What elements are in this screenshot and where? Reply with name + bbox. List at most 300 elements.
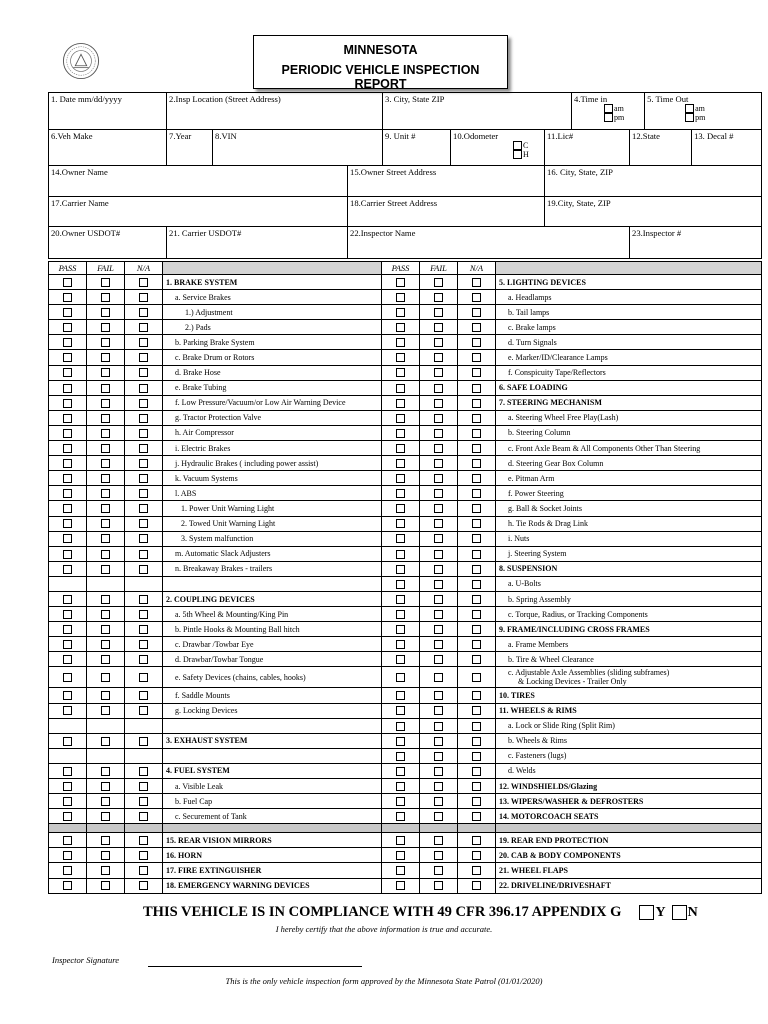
na-checkbox[interactable] (472, 278, 481, 287)
fail-checkbox[interactable] (434, 655, 443, 664)
compliance-yes-checkbox[interactable] (639, 905, 654, 920)
na-checkbox[interactable] (139, 474, 148, 483)
fail-checkbox[interactable] (101, 278, 110, 287)
fail-checkbox[interactable] (101, 550, 110, 559)
checklist-row (49, 305, 762, 320)
checklist-item-label: 2.) Pads (163, 320, 382, 335)
checklist-item-label: 1. Power Unit Warning Light (163, 501, 382, 516)
pass-checkbox[interactable] (396, 534, 405, 543)
compliance-no-checkbox[interactable] (672, 905, 687, 920)
fail-checkbox[interactable] (101, 399, 110, 408)
pass-checkbox[interactable] (396, 308, 405, 317)
fail-checkbox[interactable] (434, 474, 443, 483)
vin-field[interactable]: 8.VIN (213, 130, 383, 166)
na-checkbox[interactable] (472, 595, 481, 604)
lic-field[interactable]: 11.Lic# (545, 130, 630, 166)
checklist-row (49, 652, 762, 667)
pass-checkbox[interactable] (63, 737, 72, 746)
na-checkbox[interactable] (139, 610, 148, 619)
pass-checkbox[interactable] (63, 610, 72, 619)
na-checkbox[interactable] (472, 323, 481, 332)
pass-checkbox[interactable] (396, 278, 405, 287)
na-checkbox[interactable] (139, 444, 148, 453)
na-checkbox[interactable] (472, 625, 481, 634)
fail-checkbox[interactable] (101, 691, 110, 700)
fail-checkbox[interactable] (101, 534, 110, 543)
checklist-item-label: b. Wheels & Rims (496, 733, 762, 748)
pass-checkbox[interactable] (63, 504, 72, 513)
fail-checkbox[interactable] (434, 550, 443, 559)
fail-checkbox[interactable] (434, 368, 443, 377)
checklist-item-label: 5. LIGHTING DEVICES (496, 275, 762, 290)
pass-checkbox[interactable] (396, 812, 405, 821)
fail-checkbox[interactable] (101, 519, 110, 528)
fail-checkbox[interactable] (101, 308, 110, 317)
na-checkbox[interactable] (139, 338, 148, 347)
carrier-city-field[interactable]: 19.City, State, ZIP (545, 197, 762, 227)
checklist-item-label: a. Steering Wheel Free Play(Lash) (496, 410, 762, 425)
pass-checkbox[interactable] (396, 673, 405, 682)
pass-checkbox[interactable] (396, 610, 405, 619)
fail-checkbox[interactable] (101, 414, 110, 423)
checklist-item-label: d. Welds (496, 763, 762, 778)
pass-checkbox[interactable] (63, 429, 72, 438)
fail-checkbox[interactable] (101, 338, 110, 347)
na-checkbox[interactable] (472, 706, 481, 715)
fail-checkbox[interactable] (101, 474, 110, 483)
checklist-item-label: c. Securement of Tank (163, 809, 382, 824)
na-checkbox[interactable] (472, 399, 481, 408)
fail-checkbox[interactable] (434, 610, 443, 619)
na-checkbox[interactable] (472, 737, 481, 746)
fail-checkbox[interactable] (101, 767, 110, 776)
pass-checkbox[interactable] (63, 565, 72, 574)
pass-checkbox[interactable] (396, 368, 405, 377)
fail-checkbox[interactable] (101, 353, 110, 362)
pass-checkbox[interactable] (63, 293, 72, 302)
na-checkbox[interactable] (139, 429, 148, 438)
checklist-row (49, 380, 762, 395)
inspector-number-field[interactable]: 23.Inspector # (630, 227, 762, 259)
pass-checkbox[interactable] (63, 550, 72, 559)
fail-checkbox[interactable] (434, 323, 443, 332)
na-checkbox[interactable] (139, 640, 148, 649)
pass-checkbox[interactable] (396, 640, 405, 649)
unit-field[interactable]: 9. Unit # (383, 130, 451, 166)
na-checkbox[interactable] (472, 881, 481, 890)
fail-checkbox[interactable] (101, 429, 110, 438)
fail-checkbox[interactable] (434, 625, 443, 634)
pass-checkbox[interactable] (63, 414, 72, 423)
na-checkbox[interactable] (139, 550, 148, 559)
checklist-item-label: c. Front Axle Beam & All Components Other Than Steering (496, 441, 762, 456)
na-checkbox[interactable] (139, 353, 148, 362)
time-out-pm-checkbox[interactable] (685, 113, 694, 122)
checklist-item-label: 20. CAB & BODY COMPONENTS (496, 848, 762, 863)
na-checkbox[interactable] (139, 384, 148, 393)
checklist-item-label: 6. SAFE LOADING (496, 380, 762, 395)
na-checkbox[interactable] (472, 866, 481, 875)
fail-checkbox[interactable] (434, 836, 443, 845)
fail-checkbox[interactable] (434, 640, 443, 649)
carrier-usdot-field[interactable]: 21. Carrier USDOT# (167, 227, 348, 259)
checklist-row (49, 290, 762, 305)
pass-checkbox[interactable] (63, 519, 72, 528)
fail-checkbox[interactable] (434, 812, 443, 821)
pass-checkbox[interactable] (396, 565, 405, 574)
pass-checkbox[interactable] (396, 595, 405, 604)
fail-checkbox[interactable] (101, 866, 110, 875)
pass-checkbox[interactable] (63, 691, 72, 700)
na-checkbox[interactable] (139, 797, 148, 806)
pass-checkbox[interactable] (63, 489, 72, 498)
fail-checkbox[interactable] (434, 519, 443, 528)
na-checkbox[interactable] (472, 534, 481, 543)
na-checkbox[interactable] (139, 836, 148, 845)
pass-checkbox[interactable] (63, 851, 72, 860)
fail-checkbox[interactable] (434, 338, 443, 347)
pass-checkbox[interactable] (396, 767, 405, 776)
fail-checkbox[interactable] (434, 851, 443, 860)
fail-checkbox[interactable] (101, 640, 110, 649)
time-out-field[interactable]: 5. Time Out am pm (645, 93, 762, 130)
na-checkbox[interactable] (472, 655, 481, 664)
fail-checkbox[interactable] (434, 429, 443, 438)
pass-checkbox[interactable] (63, 459, 72, 468)
fail-checkbox[interactable] (101, 323, 110, 332)
na-checkbox[interactable] (139, 881, 148, 890)
pass-checkbox[interactable] (396, 866, 405, 875)
checklist-item-label: n. Breakaway Brakes - trailers (163, 561, 382, 576)
fail-checkbox[interactable] (434, 752, 443, 761)
checklist-item-label: 2. COUPLING DEVICES (163, 591, 382, 606)
fail-checkbox[interactable] (101, 655, 110, 664)
na-checkbox[interactable] (139, 293, 148, 302)
fail-checkbox[interactable] (101, 836, 110, 845)
pass-checkbox[interactable] (396, 293, 405, 302)
na-checkbox[interactable] (139, 706, 148, 715)
year-field[interactable]: 7.Year (167, 130, 213, 166)
pass-checkbox[interactable] (63, 444, 72, 453)
pass-checkbox[interactable] (396, 691, 405, 700)
checklist-item-label: h. Air Compressor (163, 425, 382, 440)
fail-checkbox[interactable] (434, 489, 443, 498)
na-column-header: N/A (125, 262, 163, 275)
title-box (253, 35, 508, 89)
na-checkbox[interactable] (472, 836, 481, 845)
na-checkbox[interactable] (139, 489, 148, 498)
owner-name-field[interactable]: 14.Owner Name (49, 166, 348, 197)
pass-checkbox[interactable] (63, 338, 72, 347)
na-checkbox[interactable] (472, 308, 481, 317)
na-checkbox[interactable] (139, 323, 148, 332)
date-field[interactable]: 1. Date mm/dd/yyyy (49, 93, 167, 130)
pass-checkbox[interactable] (63, 278, 72, 287)
pass-checkbox[interactable] (396, 722, 405, 731)
fail-checkbox[interactable] (434, 722, 443, 731)
na-checkbox[interactable] (139, 278, 148, 287)
na-checkbox[interactable] (472, 752, 481, 761)
fail-checkbox[interactable] (101, 782, 110, 791)
pass-checkbox[interactable] (396, 851, 405, 860)
checklist-row (49, 441, 762, 456)
time-in-am-checkbox[interactable] (604, 104, 613, 113)
checklist-item-label: d. Steering Gear Box Column (496, 456, 762, 471)
na-checkbox[interactable] (472, 550, 481, 559)
fail-checkbox[interactable] (434, 399, 443, 408)
fail-checkbox[interactable] (101, 706, 110, 715)
inspector-name-field[interactable]: 22.Inspector Name (348, 227, 630, 259)
na-checkbox[interactable] (472, 353, 481, 362)
checklist-item-label: c. Fasteners (lugs) (496, 748, 762, 763)
compliance-no-label: N (687, 904, 698, 920)
pass-checkbox[interactable] (396, 580, 405, 589)
pass-checkbox[interactable] (63, 595, 72, 604)
na-checkbox[interactable] (139, 767, 148, 776)
pass-checkbox[interactable] (63, 706, 72, 715)
fail-checkbox[interactable] (434, 797, 443, 806)
insp-location-field[interactable]: 2.Insp Location (Street Address) (167, 93, 383, 130)
fail-checkbox[interactable] (101, 797, 110, 806)
na-checkbox[interactable] (472, 519, 481, 528)
signature-line[interactable] (148, 966, 362, 967)
fail-checkbox[interactable] (101, 504, 110, 513)
na-checkbox[interactable] (139, 308, 148, 317)
fail-checkbox[interactable] (434, 595, 443, 604)
checklist-row (49, 607, 762, 622)
fail-checkbox[interactable] (101, 384, 110, 393)
pass-checkbox[interactable] (396, 429, 405, 438)
pass-checkbox[interactable] (396, 655, 405, 664)
pass-checkbox[interactable] (63, 384, 72, 393)
na-checkbox[interactable] (472, 640, 481, 649)
pass-checkbox[interactable] (396, 550, 405, 559)
na-checkbox[interactable] (139, 782, 148, 791)
fail-checkbox[interactable] (434, 767, 443, 776)
na-checkbox[interactable] (472, 474, 481, 483)
pass-checkbox[interactable] (396, 323, 405, 332)
checklist-item-label: f. Power Steering (496, 486, 762, 501)
na-checkbox[interactable] (472, 565, 481, 574)
fail-checkbox[interactable] (101, 293, 110, 302)
checklist-item-label: f. Conspicuity Tape/Reflectors (496, 365, 762, 380)
pass-checkbox[interactable] (396, 836, 405, 845)
pass-checkbox[interactable] (396, 414, 405, 423)
pass-checkbox[interactable] (396, 737, 405, 746)
na-checkbox[interactable] (472, 293, 481, 302)
checklist-row (49, 878, 762, 893)
fail-checkbox[interactable] (434, 459, 443, 468)
fail-checkbox[interactable] (434, 534, 443, 543)
pass-checkbox[interactable] (396, 399, 405, 408)
fail-checkbox[interactable] (101, 444, 110, 453)
pass-checkbox[interactable] (63, 640, 72, 649)
pass-checkbox[interactable] (396, 625, 405, 634)
na-checkbox[interactable] (472, 384, 481, 393)
fail-checkbox[interactable] (434, 444, 443, 453)
checklist-row (49, 471, 762, 486)
pass-checkbox[interactable] (63, 836, 72, 845)
fail-checkbox[interactable] (434, 782, 443, 791)
pass-checkbox[interactable] (63, 323, 72, 332)
pass-checkbox[interactable] (396, 881, 405, 890)
pass-checkbox[interactable] (396, 519, 405, 528)
fail-checkbox[interactable] (434, 706, 443, 715)
na-checkbox[interactable] (472, 414, 481, 423)
na-checkbox[interactable] (472, 459, 481, 468)
fail-checkbox[interactable] (101, 565, 110, 574)
carrier-name-field[interactable]: 17.Carrier Name (49, 197, 348, 227)
na-checkbox[interactable] (472, 691, 481, 700)
fail-checkbox[interactable] (101, 851, 110, 860)
fail-checkbox[interactable] (101, 812, 110, 821)
odometer-h-checkbox[interactable] (513, 150, 522, 159)
na-checkbox[interactable] (472, 673, 481, 682)
na-checkbox[interactable] (139, 504, 148, 513)
city-state-zip-field[interactable]: 3. City, State ZIP (383, 93, 572, 130)
na-checkbox[interactable] (472, 812, 481, 821)
pass-checkbox[interactable] (63, 655, 72, 664)
na-checkbox[interactable] (472, 797, 481, 806)
na-checkbox[interactable] (139, 414, 148, 423)
pass-checkbox[interactable] (63, 767, 72, 776)
na-checkbox[interactable] (472, 580, 481, 589)
checklist-item-label: 2. Towed Unit Warning Light (163, 516, 382, 531)
odometer-field[interactable]: 10.Odometer C H (451, 130, 545, 166)
fail-checkbox[interactable] (434, 414, 443, 423)
odometer-c-checkbox[interactable] (513, 141, 522, 150)
time-in-pm-checkbox[interactable] (604, 113, 613, 122)
decal-field[interactable]: 13. Decal # (692, 130, 762, 166)
fail-checkbox[interactable] (101, 459, 110, 468)
checklist-row (49, 688, 762, 703)
fail-checkbox[interactable] (434, 881, 443, 890)
pass-checkbox[interactable] (63, 812, 72, 821)
checklist-item-label: d. Turn Signals (496, 335, 762, 350)
pass-checkbox[interactable] (63, 368, 72, 377)
pass-checkbox[interactable] (396, 384, 405, 393)
owner-street-field[interactable]: 15.Owner Street Address (348, 166, 545, 197)
fail-checkbox[interactable] (101, 673, 110, 682)
fail-checkbox[interactable] (434, 293, 443, 302)
na-checkbox[interactable] (139, 534, 148, 543)
na-checkbox[interactable] (139, 399, 148, 408)
checklist-item-label: g. Locking Devices (163, 703, 382, 718)
na-checkbox[interactable] (139, 812, 148, 821)
na-checkbox[interactable] (139, 655, 148, 664)
owner-city-field[interactable]: 16. City, State, ZIP (545, 166, 762, 197)
state-field[interactable]: 12.State (630, 130, 692, 166)
fail-checkbox[interactable] (101, 737, 110, 746)
na-checkbox[interactable] (472, 338, 481, 347)
fail-checkbox[interactable] (434, 866, 443, 875)
checklist-item-label: e. Safety Devices (chains, cables, hooks) (163, 667, 382, 688)
checklist-item-label: 1. BRAKE SYSTEM (163, 275, 382, 290)
pass-checkbox[interactable] (396, 459, 405, 468)
pass-checkbox[interactable] (396, 752, 405, 761)
pass-checkbox[interactable] (63, 782, 72, 791)
fail-checkbox[interactable] (101, 595, 110, 604)
na-checkbox[interactable] (139, 565, 148, 574)
fail-checkbox[interactable] (434, 504, 443, 513)
checklist-item-label: a. Lock or Slide Ring (Split Rim) (496, 718, 762, 733)
pass-checkbox[interactable] (63, 353, 72, 362)
pass-checkbox[interactable] (396, 489, 405, 498)
na-checkbox[interactable] (139, 595, 148, 604)
fail-checkbox[interactable] (434, 384, 443, 393)
fail-checkbox[interactable] (434, 737, 443, 746)
time-in-field[interactable]: 4.Time in am pm (572, 93, 645, 130)
na-checkbox[interactable] (139, 851, 148, 860)
pass-checkbox[interactable] (396, 504, 405, 513)
pass-checkbox[interactable] (63, 534, 72, 543)
pass-checkbox[interactable] (63, 673, 72, 682)
pass-checkbox[interactable] (396, 353, 405, 362)
fail-checkbox[interactable] (101, 625, 110, 634)
pass-checkbox[interactable] (396, 338, 405, 347)
fail-checkbox[interactable] (434, 308, 443, 317)
na-checkbox[interactable] (472, 610, 481, 619)
na-checkbox[interactable] (472, 444, 481, 453)
na-checkbox[interactable] (472, 782, 481, 791)
fail-checkbox[interactable] (434, 353, 443, 362)
time-out-am-checkbox[interactable] (685, 104, 694, 113)
na-checkbox[interactable] (139, 368, 148, 377)
na-checkbox[interactable] (139, 625, 148, 634)
fail-checkbox[interactable] (101, 610, 110, 619)
pass-checkbox[interactable] (396, 706, 405, 715)
na-checkbox[interactable] (139, 519, 148, 528)
fail-checkbox[interactable] (101, 368, 110, 377)
fail-checkbox[interactable] (434, 278, 443, 287)
fail-checkbox[interactable] (434, 580, 443, 589)
na-checkbox[interactable] (472, 489, 481, 498)
pass-checkbox[interactable] (396, 782, 405, 791)
na-checkbox[interactable] (472, 368, 481, 377)
veh-make-field[interactable]: 6.Veh Make (49, 130, 167, 166)
pass-checkbox[interactable] (63, 881, 72, 890)
owner-usdot-field[interactable]: 20.Owner USDOT# (49, 227, 167, 259)
pass-checkbox[interactable] (63, 399, 72, 408)
na-checkbox[interactable] (472, 851, 481, 860)
pass-checkbox[interactable] (63, 625, 72, 634)
pass-checkbox[interactable] (396, 474, 405, 483)
carrier-street-field[interactable]: 18.Carrier Street Address (348, 197, 545, 227)
pass-checkbox[interactable] (396, 797, 405, 806)
fail-checkbox[interactable] (434, 565, 443, 574)
na-checkbox[interactable] (139, 866, 148, 875)
pass-checkbox[interactable] (63, 866, 72, 875)
na-checkbox[interactable] (472, 504, 481, 513)
na-checkbox[interactable] (139, 737, 148, 746)
na-checkbox[interactable] (139, 459, 148, 468)
pass-checkbox[interactable] (63, 474, 72, 483)
checklist-item-label: 10. TIRES (496, 688, 762, 703)
pass-checkbox[interactable] (63, 308, 72, 317)
na-checkbox[interactable] (472, 429, 481, 438)
fail-checkbox[interactable] (434, 691, 443, 700)
pass-checkbox[interactable] (396, 444, 405, 453)
fail-checkbox[interactable] (101, 489, 110, 498)
fail-checkbox[interactable] (101, 881, 110, 890)
na-checkbox[interactable] (472, 722, 481, 731)
na-checkbox[interactable] (139, 691, 148, 700)
pass-checkbox[interactable] (63, 797, 72, 806)
fail-checkbox[interactable] (434, 673, 443, 682)
na-checkbox[interactable] (139, 673, 148, 682)
empty-cell (163, 576, 382, 591)
na-checkbox[interactable] (472, 767, 481, 776)
